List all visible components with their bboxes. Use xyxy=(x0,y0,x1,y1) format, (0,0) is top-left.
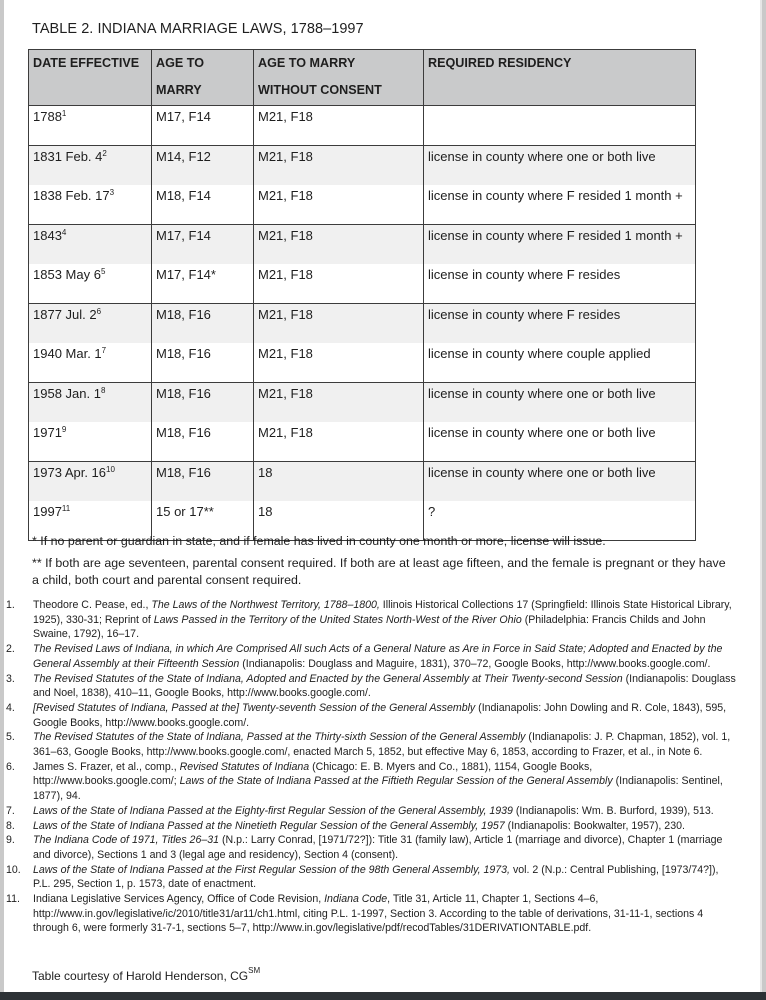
cell-age-to-marry: M18, F16 xyxy=(152,422,254,462)
cell-age-to-marry: M18, F16 xyxy=(152,462,254,502)
cell-age-to-marry: M18, F16 xyxy=(152,304,254,344)
footnote-ref[interactable]: 7 xyxy=(101,346,107,355)
reference-item xyxy=(6,819,736,834)
reference-text: The Revised Laws of Indiana, in which Are Comprised All such Acts of a General Nature as Are in Force in Said State; Adopted and Enacted by the General Assembly at their Fifteenth Session (Indianapolis: Douglass and Maguire, 1831), 370–72, Google Books, http://www.books.google.com/. xyxy=(33,643,723,670)
cell-date: 1838 Feb. $17^3$ xyxy=(29,185,152,225)
cell-date: 1997$^{11}$ xyxy=(29,501,152,541)
table-title: TABLE 2. INDIANA MARRIAGE LAWS, 1788–1997 xyxy=(32,21,364,37)
reference-item xyxy=(6,863,736,892)
page-left-edge xyxy=(0,0,4,1000)
table-row xyxy=(29,225,696,265)
cell-age-without-consent: 18 xyxy=(254,501,424,541)
table-row xyxy=(29,383,696,423)
cell-date: 1971$^9$ xyxy=(29,422,152,462)
reference-text: Indiana Legislative Services Agency, Office of Code Revision, Indiana Code, Title 31, Article 11, Chapter 1, Sections 4–6, http://www.in.gov/legislative/ic/2010/title31/ar11/ch1.html, citing P.L. 1-1997, Section 3. According to the table of derivations, 31-11-1, sections 4 through 6, were formerly 31-7-1, sections 5–7, http://www.in.gov/legislative/pdf/recodTables/31DERIVATIONTABLE.pdf. xyxy=(33,893,704,935)
reference-item xyxy=(6,804,736,819)
cell-age-to-marry: M17, F14* xyxy=(152,264,254,304)
table-row xyxy=(29,462,696,502)
cell-date: 1788$^1$ xyxy=(29,106,152,146)
reference-text: The Revised Statutes of the State of Indiana, Adopted and Enacted by the General Assembly at Their Twenty-second Session (Indianapolis: Douglass and Noel, 1838), 410–11, Google Books, http://www.books.google.com/. xyxy=(33,672,736,700)
cell-date: 1831 Feb. $4^2$ xyxy=(29,146,152,186)
table-row xyxy=(29,422,696,462)
cell-required-residency: license in county where one or both live xyxy=(424,146,696,186)
cell-date: 1973 Apr. $16^{10}$ xyxy=(29,462,152,502)
footnote-ref[interactable]: 1 xyxy=(61,109,67,118)
reference-text: Theodore C. Pease, ed., The Laws of the Northwest Territory, 1788–1800, Illinois Historical Collections 17 (Springfield: Illinois State Historical Library, 1925), 330-31; Reprint of Laws Passed in the Territory of the United States North-West of the River Ohio (Philadelphia: Francis Childs and John Swaine, 1792), 16–17. xyxy=(33,599,732,641)
cell-date: 1843$^4$ xyxy=(29,225,152,265)
table-row xyxy=(29,185,696,225)
cell-required-residency: license in county where F resides xyxy=(424,304,696,344)
footnote-ref[interactable]: 5 xyxy=(100,267,106,276)
table-header-row xyxy=(29,50,696,106)
cell-age-to-marry: 15 or 17** xyxy=(152,501,254,541)
reference-number: 11. xyxy=(6,893,20,906)
cell-required-residency: license in county where F resided 1 month + xyxy=(424,185,696,225)
header-required-residency: REQUIRED RESIDENCY xyxy=(424,50,696,106)
footnote-ref[interactable]: 11 xyxy=(61,504,71,513)
cell-date: 1877 Jul. $2^6$ xyxy=(29,304,152,344)
cell-age-without-consent: 18 xyxy=(254,462,424,502)
cell-required-residency: license in county where one or both live xyxy=(424,383,696,423)
cell-required-residency: license in county where one or both live xyxy=(424,462,696,502)
reference-number: 2. xyxy=(6,643,15,656)
header-age-without-consent: AGE TO MARRY WITHOUT CONSENT xyxy=(254,50,424,106)
reference-item xyxy=(6,642,736,671)
reference-item xyxy=(6,598,736,642)
reference-text: Laws of the State of Indiana Passed at the Ninetieth Regular Session of the General Assembly, 1957 (Indianapolis: Bookwalter, 1957), 230. xyxy=(33,819,685,832)
cell-age-without-consent: M21, F18 xyxy=(254,304,424,344)
reference-number: 8. xyxy=(6,819,15,832)
cell-age-to-marry: M18, F16 xyxy=(152,343,254,383)
cell-required-residency: license in county where F resides xyxy=(424,264,696,304)
table-row xyxy=(29,343,696,383)
reference-text: Laws of the State of Indiana Passed at the First Regular Session of the 98th General Assembly, 1973, vol. 2 (N.p.: Central Publishing, [1973/74?]), P.L. 295, Section 1, p. 1573, date of enactment. xyxy=(33,863,719,891)
reference-item xyxy=(6,760,736,804)
footnote-ref[interactable]: 4 xyxy=(61,228,67,237)
cell-age-without-consent: M21, F18 xyxy=(254,422,424,462)
cell-age-without-consent: M21, F18 xyxy=(254,225,424,265)
cell-required-residency: license in county where one or both live xyxy=(424,422,696,462)
table-credit: Table courtesy of Harold Henderson, CG℠ xyxy=(32,966,261,983)
reference-text: [Revised Statutes of Indiana, Passed at the] Twenty-seventh Session of the General Assembly (Indianapolis: John Dowling and R. Cole, 1843), 595, Google Books, http://www.books.google.com/. xyxy=(33,701,727,729)
table-row xyxy=(29,106,696,146)
footnote-ref[interactable]: 2 xyxy=(102,149,107,158)
reference-item xyxy=(6,833,736,862)
reference-text: The Indiana Code of 1971, Titles 26–31 (N.p.: Larry Conrad, [1971/72?]): Title 31 (family law), Article 1 (marriage and divorce), Chapter 1 (marriage and divorce), Sections 1 and 3 (legal age and residency), Section 4 (consent). xyxy=(33,834,723,861)
table-notes xyxy=(32,533,732,594)
cell-age-without-consent: M21, F18 xyxy=(254,146,424,186)
table-row xyxy=(29,146,696,186)
scrollbar-track[interactable] xyxy=(762,0,766,1000)
reference-number: 9. xyxy=(6,834,15,847)
cell-required-residency: license in county where couple applied xyxy=(424,343,696,383)
table-row xyxy=(29,264,696,304)
cell-date: 1940 Mar. $1^7$ xyxy=(29,343,152,383)
cell-age-to-marry: M18, F14 xyxy=(152,185,254,225)
cell-age-to-marry: M14, F12 xyxy=(152,146,254,186)
reference-item xyxy=(6,892,736,936)
footnote-ref[interactable]: 8 xyxy=(100,386,106,395)
reference-text: James S. Frazer, et al., comp., Revised Statutes of Indiana (Chicago: E. B. Myers and Co., 1881), 1154, Google Books, http://www.books.google.com/; Laws of the State of Indiana Passed at the Fiftieth Regular Session of the General Assembly (Indianapolis: Sentinel, 1877), 94. xyxy=(33,760,723,803)
table-row xyxy=(29,304,696,344)
footnote-ref[interactable]: 3 xyxy=(109,188,115,197)
reference-number: 4. xyxy=(6,701,15,714)
cell-age-without-consent: M21, F18 xyxy=(254,264,424,304)
note-double-asterisk: ** If both are age seventeen, parental consent required. If both are at least age fifteen, and the female is pregnant or they have a child, both court and parental consent required. xyxy=(32,556,726,587)
cell-date: 1958 Jan. $1^8$ xyxy=(29,383,152,423)
note-single-asterisk: * If no parent or guardian in state, and if female has lived in county one month or more, license will issue. xyxy=(32,534,606,548)
header-date-effective: DATE EFFECTIVE xyxy=(29,50,152,106)
footnote-ref[interactable]: 10 xyxy=(106,465,115,474)
reference-text: The Revised Statutes of the State of Indiana, Passed at the Thirty-sixth Session of the General Assembly (Indianapolis: J. P. Chapman, 1852), vol. 1, 361–63, Google Books, http://www.books.google.com/, enacted March 5, 1852, but effective May 6, 1853, according to Frazer, et al., in Note 6. xyxy=(33,731,731,759)
cell-age-without-consent: M21, F18 xyxy=(254,343,424,383)
cell-age-to-marry: M17, F14 xyxy=(152,225,254,265)
reference-text: Laws of the State of Indiana Passed at the Eighty-first Regular Session of the General Assembly, 1939 (Indianapolis: Wm. B. Burford, 1939), 513. xyxy=(33,804,714,817)
header-age-to-marry: AGE TO MARRY xyxy=(152,50,254,106)
bottom-toolbar xyxy=(0,992,766,1000)
reference-item xyxy=(6,672,736,701)
reference-number: 1. xyxy=(6,599,15,611)
reference-item xyxy=(6,730,736,759)
cell-required-residency xyxy=(424,106,696,146)
cell-age-without-consent: M21, F18 xyxy=(254,106,424,146)
reference-list xyxy=(6,598,736,936)
reference-number: 10. xyxy=(6,863,21,876)
reference-number: 5. xyxy=(6,731,15,744)
reference-number: 7. xyxy=(6,804,15,817)
cell-required-residency: license in county where F resided 1 month + xyxy=(424,225,696,265)
cell-date: 1853 May $6^5$ xyxy=(29,264,152,304)
footnote-ref[interactable]: 6 xyxy=(96,307,102,316)
cell-age-without-consent: M21, F18 xyxy=(254,185,424,225)
reference-number: 3. xyxy=(6,672,15,685)
reference-number: 6. xyxy=(6,760,15,773)
cell-required-residency: ? xyxy=(424,501,696,541)
marriage-laws-table xyxy=(28,49,696,541)
cell-age-without-consent: M21, F18 xyxy=(254,383,424,423)
cell-age-to-marry: M17, F14 xyxy=(152,106,254,146)
cell-age-to-marry: M18, F16 xyxy=(152,383,254,423)
footnote-ref[interactable]: 9 xyxy=(61,425,67,434)
reference-item xyxy=(6,701,736,730)
